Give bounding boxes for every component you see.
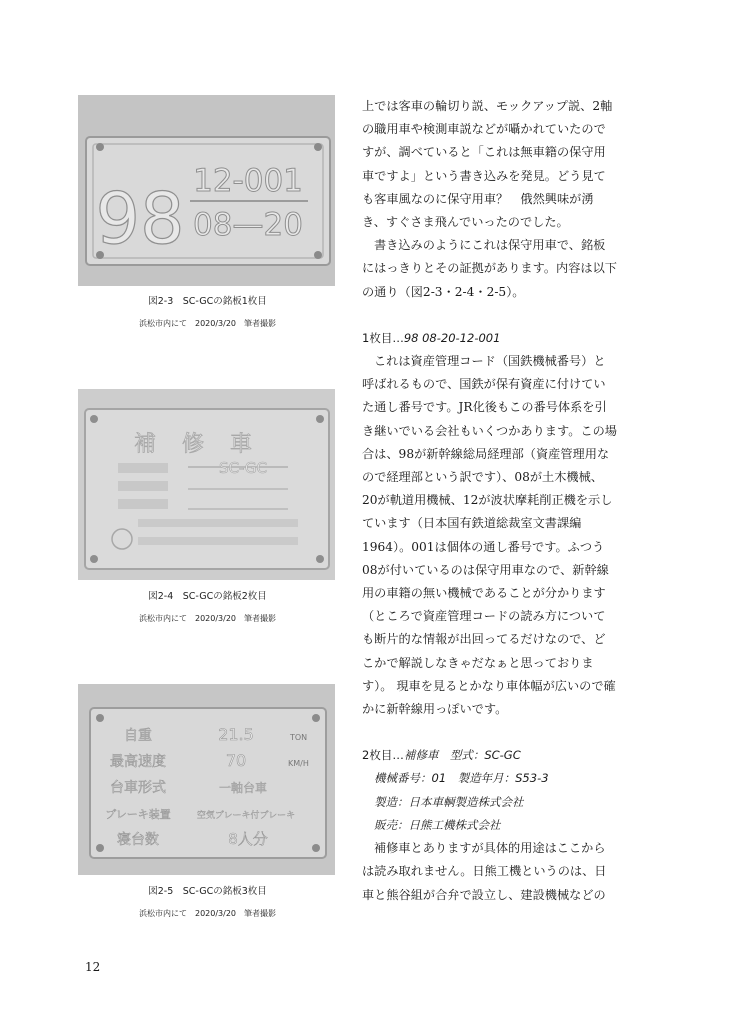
rivet-icon [96,714,104,722]
plate-bottom-number: 08—20 [193,207,303,243]
plate-row-label: 自重 [124,728,152,744]
plate-row-value: 8人分 [228,830,268,848]
plate-row-label: 寝台数 [117,832,159,848]
plate-row-label: 台車形式 [110,780,166,796]
page-number: 12 [85,960,101,974]
rivet-icon [312,844,320,852]
plate-top-number: 12-001 [193,163,303,199]
spec-line-1: 機械番号：01 製造年月：S53-3 [374,771,549,786]
plate-row-label: ブレーキ装置 [105,808,171,821]
rivet-icon [314,143,322,151]
paragraph-intro: 上では客車の輪切り説、モックアップ説、2軸の職用車や検測車説などが囁かれていたのですが、調べていると「これは無車籍の保守用車ですよ」という書き込みを発見。どう見ても客車風なのに保守用車？ 俄然興味が湧き、すぐさま飛んでいったのでした。 [362,99,613,230]
plate-row-unit: TON [290,733,308,742]
plate-big-number: 98 [95,178,185,260]
heading-model: 補修車 型式：SC-GC [403,748,521,763]
figure-caption-1: 図2-3 SC-GCの銘板1枚目 [148,296,267,307]
plate-row-value: 21.5 [218,725,254,744]
figure-caption-3: 図2-5 SC-GCの銘板3枚目 [148,886,267,897]
figure-credit-3: 浜松市内にて 2020/3/20 筆者撮影 [138,909,277,918]
rivet-icon [96,143,104,151]
rivet-icon [312,714,320,722]
figure-caption-2: 図2-4 SC-GCの銘板2枚目 [148,591,267,602]
paragraph-intro-2: 書き込みのようにこれは保守用車で、銘板にはっきりとその証拠があります。内容は以下の通り（図2-3・2-4・2-5）。 [362,238,617,299]
plate-row-value: 70 [225,751,247,770]
plate-row-label: 最高速度 [110,754,166,770]
plate-row-unit: KM/H [288,759,309,768]
figure-credit-2: 浜松市内にて 2020/3/20 筆者撮影 [138,614,277,623]
plate-title: 補修車 [133,432,279,457]
rivet-icon [316,555,324,563]
figure-photo-1 [78,95,335,286]
plate-row-value: 一軸台車 [218,781,268,795]
heading-prefix: 2枚目… [362,748,404,763]
heading-plate-1 [362,327,617,350]
rivet-icon [314,251,322,259]
heading-plate-2 [362,744,617,767]
paragraph-plate-2: 補修車とありますが具体的用途はここからは読み取れません。日熊工機というのは、日車と熊谷組が合弁で設立し、建設機械などの [362,841,607,902]
rivet-icon [96,844,104,852]
heading-code: 98 08-20-12-001 [403,330,501,345]
rivet-icon [90,415,98,423]
plate-model: SC-GC [218,459,268,477]
heading-prefix: 1枚目… [362,330,404,345]
body-text-column [362,95,617,907]
spec-line-3: 販売：日熊工機株式会社 [374,817,501,832]
plate-row-value: 空気ブレーキ付ブレーキ [196,811,296,821]
paragraph-plate-1: これは資産管理コード（国鉄機械番号）と呼ばれるもので、国鉄が保有資産に付けていた通し番号です。JR化後もこの番号体系を引き継いでいる会社もいくつかあります。この場合は、98が新幹線総局経理部（資産管理用なので経理部という訳です）、08が土木機械、20が軌道用機械、12が波状摩耗削正機を示しています（日本国有鉄道総裁室文書課編1964）。001は個体の通し番号です。ふつう08が付いているのは保守用車なので、新幹線用の車籍の無い機械であることが分かります（ところで資産管理コードの読み方についても断片的な情報が出回ってるだけなので、どこかで解説しなきゃだなぁと思っております）。 現車を見るとかなり車体幅が広いので確かに新幹線用っぽいです。 [362,354,617,717]
figure-photo-2 [78,389,335,580]
rivet-icon [316,415,324,423]
figure-photo-3 [78,684,335,875]
rivet-icon [90,555,98,563]
figure-credit-1: 浜松市内にて 2020/3/20 筆者撮影 [138,319,277,328]
spec-line-2: 製造：日本車輌製造株式会社 [374,794,524,809]
